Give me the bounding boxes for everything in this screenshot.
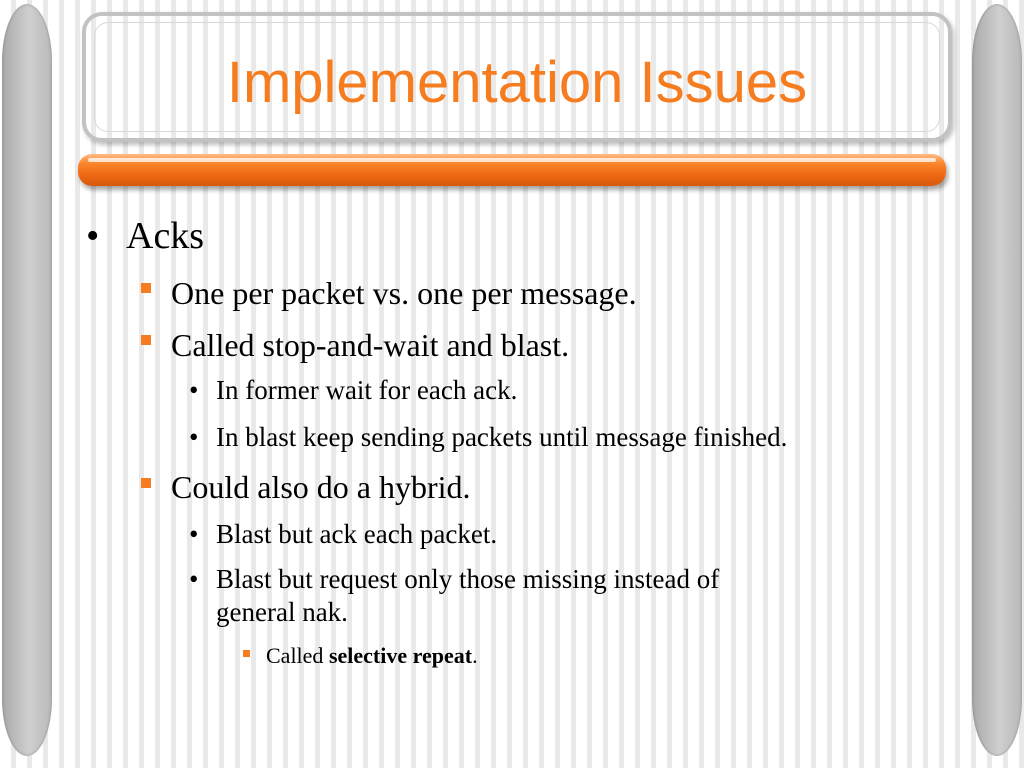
orange-square-bullet-icon	[141, 478, 151, 488]
bullet-text-level2: Could also do a hybrid.	[171, 469, 471, 505]
bullet-text-level3: In blast keep sending packets until message finished.	[216, 422, 788, 452]
bullet-dot-icon: •	[86, 215, 100, 257]
bullet-text-level3: Blast but request only those missing instead of	[216, 564, 720, 594]
orange-square-bullet-icon	[141, 335, 151, 345]
bullet-text-suffix: .	[472, 643, 478, 668]
bullet-text-level3-continued: general nak.	[216, 597, 348, 627]
bullet-text-level2: Called stop-and-wait and blast.	[171, 327, 570, 363]
bullet-text-level3: In former wait for each ack.	[216, 375, 518, 405]
bullet-dot-icon: •	[189, 564, 199, 594]
orange-square-bullet-icon	[243, 650, 250, 657]
bullet-dot-icon: •	[189, 375, 199, 405]
bullet-dot-icon: •	[189, 422, 199, 452]
bullet-text-prefix: Called	[266, 643, 329, 668]
slide-title: Implementation Issues	[226, 50, 808, 115]
orange-square-bullet-icon	[141, 283, 151, 293]
bullet-text-level4	[266, 643, 478, 669]
bullet-text-level3: Blast but ack each packet.	[216, 519, 498, 549]
bullet-text-level2: One per packet vs. one per message.	[171, 275, 637, 311]
bullet-dot-icon: •	[189, 519, 199, 549]
bullet-text-emphasis: selective repeat	[328, 643, 473, 668]
bullet-text-level1: Acks	[126, 215, 205, 257]
